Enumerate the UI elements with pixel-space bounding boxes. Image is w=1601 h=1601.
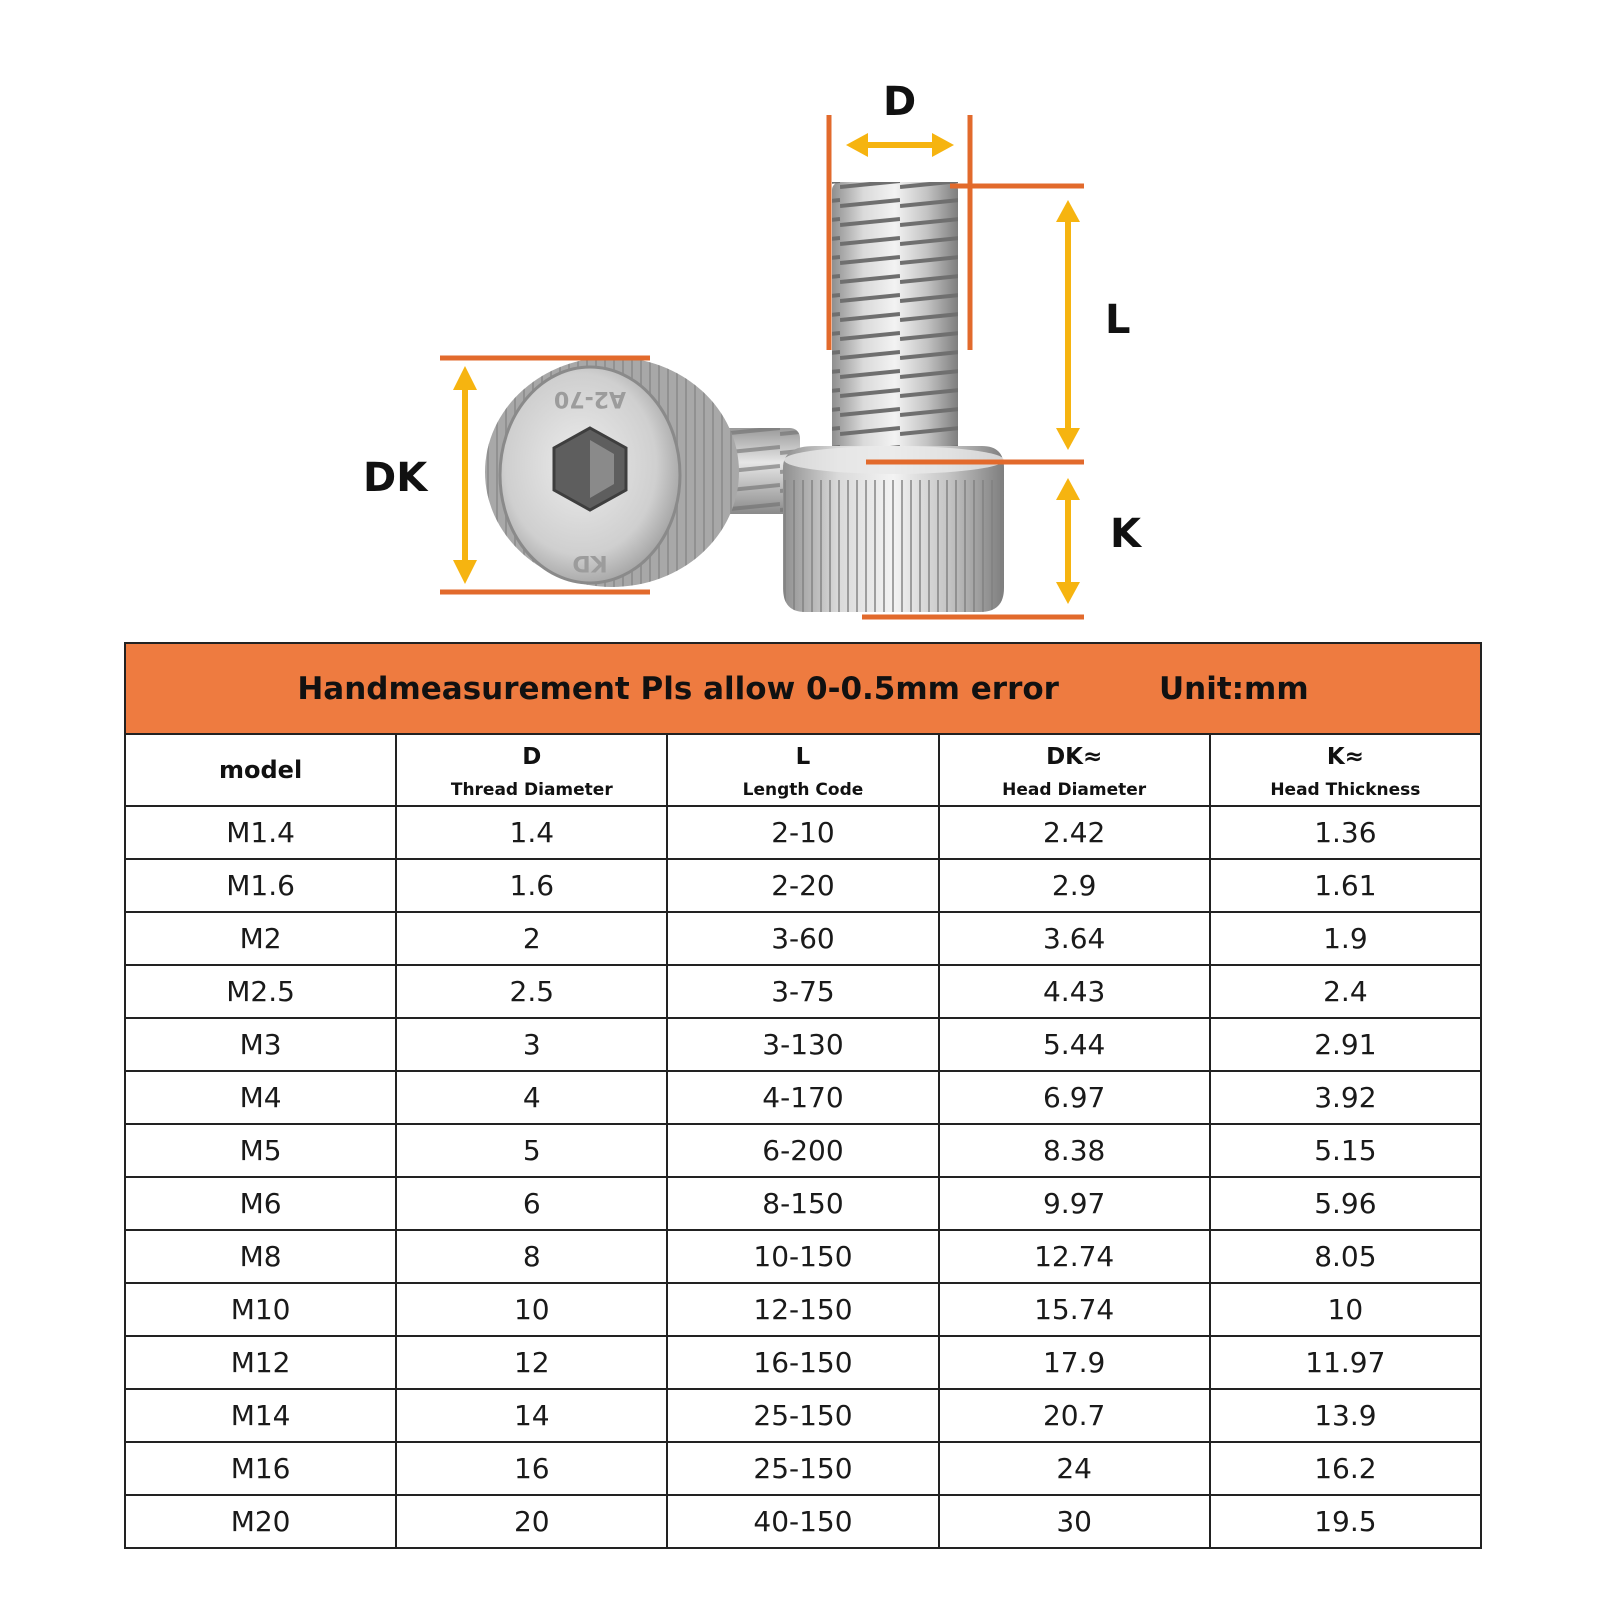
- table-banner: [125, 643, 1481, 734]
- column-header-row: [125, 734, 1481, 806]
- length-code-cell: 3-130: [667, 1018, 938, 1071]
- length-code-cell: 3-75: [667, 965, 938, 1018]
- head-diameter-cell: 5.44: [939, 1018, 1210, 1071]
- column-header-sublabel: Head Diameter: [1002, 780, 1147, 800]
- length-code-cell: 2-20: [667, 859, 938, 912]
- length-code-cell: 16-150: [667, 1336, 938, 1389]
- length-code-cell: 40-150: [667, 1495, 938, 1548]
- model-cell: M1.4: [125, 806, 396, 859]
- length-code-cell: 25-150: [667, 1442, 938, 1495]
- head-thickness-cell: 16.2: [1210, 1442, 1481, 1495]
- head-diameter-cell: 4.43: [939, 965, 1210, 1018]
- table-row: [125, 1177, 1481, 1230]
- column-header-sublabel: Length Code: [742, 780, 864, 800]
- model-cell: M4: [125, 1071, 396, 1124]
- table-row: [125, 1071, 1481, 1124]
- model-cell: M10: [125, 1283, 396, 1336]
- dimension-label-dk: DK: [363, 455, 428, 501]
- head-diameter-cell: 9.97: [939, 1177, 1210, 1230]
- column-header-model: [125, 734, 396, 806]
- head-diameter-cell: 15.74: [939, 1283, 1210, 1336]
- thread-diameter-cell: 20: [396, 1495, 667, 1548]
- unit-label: Unit:mm: [1158, 670, 1309, 707]
- head-thickness-cell: 8.05: [1210, 1230, 1481, 1283]
- column-header-label: L: [795, 744, 811, 770]
- head-diameter-cell: 2.9: [939, 859, 1210, 912]
- table-row: [125, 806, 1481, 859]
- thread-diameter-cell: 14: [396, 1389, 667, 1442]
- table-row: [125, 1283, 1481, 1336]
- thread-diameter-cell: 10: [396, 1283, 667, 1336]
- head-thickness-cell: 1.9: [1210, 912, 1481, 965]
- head-diameter-cell: 3.64: [939, 912, 1210, 965]
- thread-diameter-cell: 1.4: [396, 806, 667, 859]
- head-diameter-cell: 24: [939, 1442, 1210, 1495]
- table-body: [125, 806, 1481, 1548]
- screw-illustration: [0, 0, 1601, 640]
- head-diameter-cell: 12.74: [939, 1230, 1210, 1283]
- head-thickness-cell: 10: [1210, 1283, 1481, 1336]
- thread-diameter-cell: 5: [396, 1124, 667, 1177]
- table-row: [125, 1124, 1481, 1177]
- model-cell: M3: [125, 1018, 396, 1071]
- column-header-length-code: [667, 734, 938, 806]
- column-header-label: D: [522, 744, 542, 770]
- column-header-head-thickness: [1210, 734, 1481, 806]
- head-diameter-cell: 17.9: [939, 1336, 1210, 1389]
- length-code-cell: 12-150: [667, 1283, 938, 1336]
- model-cell: M14: [125, 1389, 396, 1442]
- specification-table: [124, 642, 1482, 1549]
- table-row: [125, 1230, 1481, 1283]
- head-diameter-cell: 8.38: [939, 1124, 1210, 1177]
- table-row: [125, 1495, 1481, 1548]
- length-code-cell: 3-60: [667, 912, 938, 965]
- table-row: [125, 1389, 1481, 1442]
- thread-diameter-cell: 12: [396, 1336, 667, 1389]
- head-thickness-cell: 19.5: [1210, 1495, 1481, 1548]
- column-header-sublabel: Head Thickness: [1270, 780, 1421, 800]
- length-code-cell: 25-150: [667, 1389, 938, 1442]
- head-thickness-cell: 1.36: [1210, 806, 1481, 859]
- column-header-label: K≈: [1326, 744, 1364, 770]
- screw-dimension-diagram: [0, 0, 1601, 640]
- thread-diameter-cell: 2: [396, 912, 667, 965]
- model-cell: M2: [125, 912, 396, 965]
- thread-diameter-cell: 8: [396, 1230, 667, 1283]
- table-row: [125, 1018, 1481, 1071]
- head-diameter-cell: 20.7: [939, 1389, 1210, 1442]
- column-header-label: DK≈: [1046, 744, 1103, 770]
- head-diameter-cell: 6.97: [939, 1071, 1210, 1124]
- dimension-label-l: L: [1105, 297, 1131, 343]
- column-header-head-diameter: [939, 734, 1210, 806]
- model-cell: M8: [125, 1230, 396, 1283]
- head-thickness-cell: 13.9: [1210, 1389, 1481, 1442]
- head-marking-maker: KD: [572, 550, 608, 575]
- length-code-cell: 6-200: [667, 1124, 938, 1177]
- model-cell: M16: [125, 1442, 396, 1495]
- head-thickness-cell: 2.4: [1210, 965, 1481, 1018]
- thread-diameter-cell: 1.6: [396, 859, 667, 912]
- table-row: [125, 965, 1481, 1018]
- length-code-cell: 8-150: [667, 1177, 938, 1230]
- column-header-thread-diameter: [396, 734, 667, 806]
- table-row: [125, 1442, 1481, 1495]
- length-code-cell: 2-10: [667, 806, 938, 859]
- measurement-note: Handmeasurement Pls allow 0-0.5mm error: [297, 670, 1059, 707]
- head-diameter-cell: 2.42: [939, 806, 1210, 859]
- thread-diameter-cell: 3: [396, 1018, 667, 1071]
- head-marking-grade: A2-70: [553, 386, 627, 411]
- model-cell: M5: [125, 1124, 396, 1177]
- table-row: [125, 1336, 1481, 1389]
- dimension-label-d: D: [883, 79, 917, 125]
- head-thickness-cell: 2.91: [1210, 1018, 1481, 1071]
- column-header-label: model: [219, 756, 303, 784]
- head-thickness-cell: 5.15: [1210, 1124, 1481, 1177]
- table-row: [125, 859, 1481, 912]
- thread-diameter-cell: 16: [396, 1442, 667, 1495]
- head-thickness-cell: 3.92: [1210, 1071, 1481, 1124]
- thread-diameter-cell: 6: [396, 1177, 667, 1230]
- length-code-cell: 4-170: [667, 1071, 938, 1124]
- model-cell: M12: [125, 1336, 396, 1389]
- length-code-cell: 10-150: [667, 1230, 938, 1283]
- thread-diameter-cell: 4: [396, 1071, 667, 1124]
- front-screw: [485, 357, 800, 587]
- model-cell: M6: [125, 1177, 396, 1230]
- head-diameter-cell: 30: [939, 1495, 1210, 1548]
- model-cell: M20: [125, 1495, 396, 1548]
- head-thickness-cell: 5.96: [1210, 1177, 1481, 1230]
- model-cell: M1.6: [125, 859, 396, 912]
- table-row: [125, 912, 1481, 965]
- dimension-label-k: K: [1110, 511, 1141, 557]
- head-thickness-cell: 11.97: [1210, 1336, 1481, 1389]
- model-cell: M2.5: [125, 965, 396, 1018]
- head-thickness-cell: 1.61: [1210, 859, 1481, 912]
- column-header-sublabel: Thread Diameter: [450, 780, 613, 800]
- thread-diameter-cell: 2.5: [396, 965, 667, 1018]
